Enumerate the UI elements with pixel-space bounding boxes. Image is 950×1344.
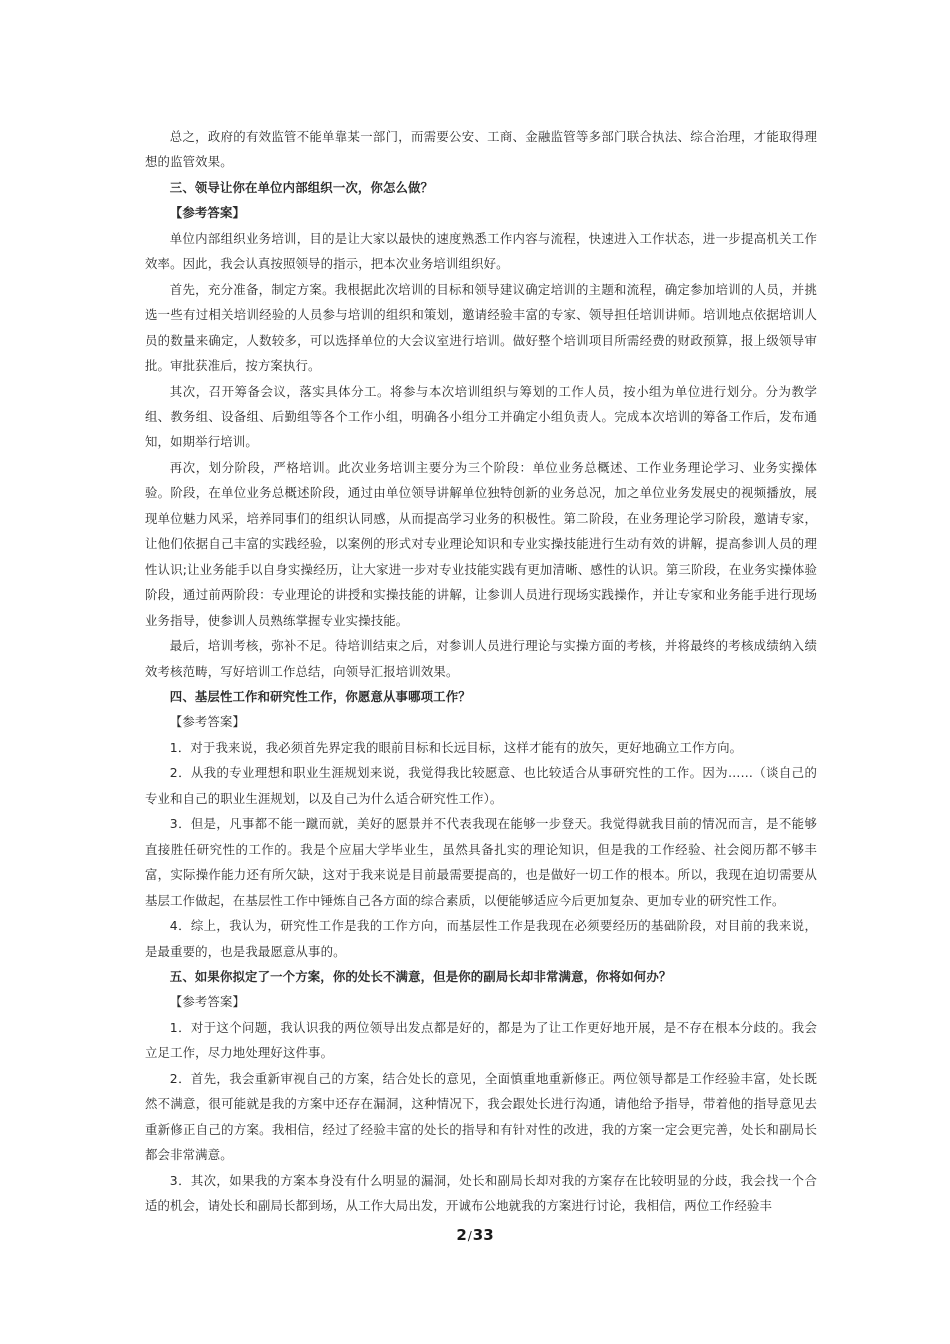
body-paragraph: 2．从我的专业理想和职业生涯规划来说，我觉得我比较愿意、也比较适合从事研究性的工作。因为……（谈自己的专业和自己的职业生涯规划，以及自己为什么适合研究性工作）。 <box>145 765 817 806</box>
page-separator: / <box>467 1229 472 1243</box>
page-number <box>0 1226 950 1244</box>
body-paragraph: 其次，召开筹备会议，落实具体分工。将参与本次培训组织与筹划的工作人员，按小组为单位进行划分。分为教学组、教务组、设备组、后勤组等各个工作小组，明确各小组分工并确定小组负责人。完成本次培训的筹备工作后，发布通知，如期举行培训。 <box>145 383 817 450</box>
section-heading: 五、如果你拟定了一个方案，你的处长不满意，但是你的副局长却非常满意，你将如何办？ <box>169 968 672 984</box>
body-paragraph: 2．首先，我会重新审视自己的方案，结合处长的意见，全面慎重地重新修正。两位领导都是工作经验丰富，处长既然不满意，很可能就是我的方案中还存在漏洞，这种情况下，我会跟处长进行沟通，请他给予指导，带着他的指导意见去重新修正自己的方案。我相信，经过了经验丰富的处长的指导和有针对性的改进，我的方案一定会更完善，处长和副局长都会非常满意。 <box>145 1070 817 1163</box>
section-heading: 【参考答案】 <box>169 205 246 221</box>
body-paragraph: 首先，充分准备，制定方案。我根据此次培训的目标和领导建议确定培训的主题和流程，确定参加培训的人员，并挑选一些有过相关培训经验的人员参与培训的组织和策划，邀请经验丰富的专家、领导担任培训讲师。培训地点依据培训人员的数量来确定，人数较多，可以选择单位的大会议室进行培训。做好整个培训项目所需经费的财政预算，报上级领导审批。审批获准后，按方案执行。 <box>145 281 817 374</box>
body-paragraph: 再次，划分阶段，严格培训。此次业务培训主要分为三个阶段：单位业务总概述、工作业务理论学习、业务实操体验。阶段，在单位业务总概述阶段，通过由单位领导讲解单位独特创新的业务总况，加之单位业务发展史的视频播放，展现单位魅力风采，培养同事们的组织认同感，从而提高学习业务的积极性。第二阶段，在业务理论学习阶段，邀请专家，让他们依据自己丰富的实践经验，以案例的形式对专业理论知识和专业实操技能进行生动有效的讲解，提高参训人员的理性认识;让业务能手以自身实操经历，让大家进一步对专业技能实践有更加清晰、感性的认识。第三阶段，在业务实操体验阶段，通过前两阶段：专业理论的讲授和实操技能的讲解，让参训人员进行现场实践操作，并让专家和业务能手进行现场业务指导，使参训人员熟练掌握专业实操技能。 <box>145 459 817 628</box>
document-body <box>145 124 817 1218</box>
current-page-number: 2 <box>456 1226 467 1244</box>
section-heading: 四、基层性工作和研究性工作，你愿意从事哪项工作？ <box>169 688 471 704</box>
body-paragraph: 3．其次，如果我的方案本身没有什么明显的漏洞，处长和副局长却对我的方案存在比较明显的分歧，我会找一个合适的机会，请处长和副局长都到场，从工作大局出发，开诚布公地就我的方案进行讨论，我相信，两位工作经验丰 <box>145 1172 817 1214</box>
body-paragraph: 最后，培训考核，弥补不足。待培训结束之后，对参训人员进行理论与实操方面的考核，并将最终的考核成绩纳入绩效考核范畴，写好培训工作总结，向领导汇报培训效果。 <box>145 638 817 679</box>
body-paragraph: 1．对于这个问题，我认识我的两位领导出发点都是好的，都是为了让工作更好地开展，是不存在根本分歧的。我会立足工作，尽力地处理好这件事。 <box>145 1019 817 1061</box>
total-page-count: 33 <box>472 1226 494 1244</box>
body-paragraph: 【参考答案】 <box>169 994 246 1010</box>
body-paragraph: 1．对于我来说，我必须首先界定我的眼前目标和长远目标，这样才能有的放矢，更好地确立工作方向。 <box>169 739 743 755</box>
body-paragraph: 4．综上，我认为，研究性工作是我的工作方向，而基层性工作是我现在必须要经历的基础阶段，对目前的我来说，是最重要的，也是我最愿意从事的。 <box>145 918 817 959</box>
section-heading: 三、领导让你在单位内部组织一次，你怎么做？ <box>169 179 434 195</box>
body-paragraph: 3．但是，凡事都不能一蹴而就，美好的愿景并不代表我现在能够一步登天。我觉得就我目前的情况而言，是不能够直接胜任研究性的工作的。我是个应届大学毕业生，虽然具备扎实的理论知识，但是我的工作经验、社会阅历都不够丰富，实际操作能力还有所欠缺，这对于我来说是目前最需要提高的，也是做好一切工作的根本。所以，我现在迫切需要从基层工作做起，在基层性工作中锤炼自己各方面的综合素质，以便能够适应今后更加复杂、更加专业的研究性工作。 <box>145 816 817 908</box>
body-paragraph: 【参考答案】 <box>169 714 246 730</box>
body-paragraph: 单位内部组织业务培训，目的是让大家以最快的速度熟悉工作内容与流程，快速进入工作状态，进一步提高机关工作效率。因此，我会认真按照领导的指示，把本次业务培训组织好。 <box>145 230 817 272</box>
body-paragraph: 总之，政府的有效监管不能单靠某一部门，而需要公安、工商、金融监管等多部门联合执法、综合治理，才能取得理想的监管效果。 <box>145 129 817 170</box>
